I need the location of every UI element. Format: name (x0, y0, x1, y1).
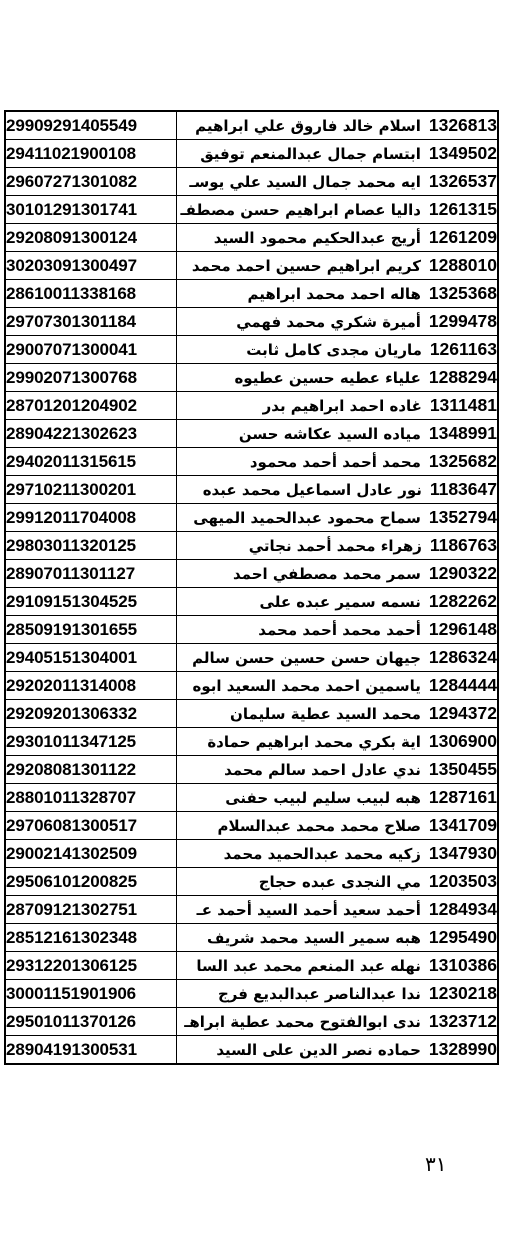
employee-code: 1350455 (428, 759, 497, 779)
person-name: غاده احمد ابراهيم بدر (262, 397, 422, 415)
person-name: سمر محمد مصطفي احمد (232, 565, 421, 583)
employee-code: 1348991 (428, 423, 497, 443)
table-row (5, 364, 498, 392)
national-id-cell: 29208081301122 (5, 756, 177, 784)
person-name: زهراء محمد أحمد نجاتي (248, 537, 422, 555)
national-id-cell: 29710211300201 (5, 476, 177, 504)
national-id-cell: 29301011347125 (5, 728, 177, 756)
person-name: زكيه محمد عبدالحميد محمد (223, 845, 421, 863)
national-id-cell: 29909291405549 (5, 111, 177, 140)
national-id-cell: 29706081300517 (5, 812, 177, 840)
table-row (5, 224, 498, 252)
person-cell (177, 1008, 499, 1036)
person-cell (177, 504, 499, 532)
person-name: سماح محمود عبدالحميد الميهى (193, 509, 421, 527)
person-cell (177, 448, 499, 476)
person-cell (177, 728, 499, 756)
person-cell (177, 812, 499, 840)
person-name: صلاح محمد محمد عبدالسلام (217, 817, 421, 835)
national-id-cell: 28801011328707 (5, 784, 177, 812)
national-id-cell: 28610011338168 (5, 280, 177, 308)
person-name: محمد أحمد أحمد محمود (249, 453, 421, 471)
employee-code: 1295490 (428, 927, 497, 947)
person-name: ندا عبدالناصر عبدالبديع فرج (218, 985, 421, 1003)
national-id-cell: 28509191301655 (5, 616, 177, 644)
person-name: هبه سمير السيد محمد شريف (206, 929, 421, 947)
table-row (5, 1008, 498, 1036)
employee-code: 1326813 (428, 115, 497, 135)
table-row (5, 420, 498, 448)
person-cell (177, 532, 499, 560)
person-name: نور عادل اسماعيل محمد عبده (202, 481, 422, 499)
person-cell (177, 392, 499, 420)
person-cell (177, 336, 499, 364)
table-row (5, 196, 498, 224)
person-name: اية بكري محمد ابراهيم حمادة (207, 733, 421, 751)
table-row (5, 644, 498, 672)
employee-code: 1349502 (428, 143, 497, 163)
person-name: ماريان مجدى كامل ثابت (246, 341, 422, 359)
national-id-cell: 29007071300041 (5, 336, 177, 364)
person-cell (177, 560, 499, 588)
employee-code: 1325682 (428, 451, 497, 471)
person-cell (177, 364, 499, 392)
person-name: ياسمين احمد محمد السعيد ابوه (192, 677, 421, 695)
person-cell (177, 308, 499, 336)
person-cell (177, 476, 499, 504)
person-cell (177, 168, 499, 196)
person-name: داليا عصام ابراهيم حسن مصطفـ (180, 201, 421, 219)
national-id-cell: 30101291301741 (5, 196, 177, 224)
person-cell (177, 644, 499, 672)
person-cell (177, 672, 499, 700)
national-id-cell: 29208091300124 (5, 224, 177, 252)
national-id-cell: 29506101200825 (5, 868, 177, 896)
table-row (5, 672, 498, 700)
national-id-cell: 30001151901906 (5, 980, 177, 1008)
table-row (5, 140, 498, 168)
employee-code: 1341709 (428, 815, 497, 835)
employee-code: 1287161 (428, 787, 497, 807)
national-id-cell: 29803011320125 (5, 532, 177, 560)
table-row (5, 784, 498, 812)
national-id-cell: 29402011315615 (5, 448, 177, 476)
person-cell (177, 1036, 499, 1065)
person-cell (177, 140, 499, 168)
person-cell (177, 196, 499, 224)
employee-code: 1296148 (428, 619, 497, 639)
person-name: كريم ابراهيم حسين احمد محمد (191, 257, 421, 275)
employee-code: 1288010 (428, 255, 497, 275)
table-row (5, 616, 498, 644)
table-row (5, 476, 498, 504)
national-id-cell: 29912011704008 (5, 504, 177, 532)
national-id-cell: 28904191300531 (5, 1036, 177, 1065)
table-row (5, 252, 498, 280)
employee-code: 1323712 (428, 1011, 497, 1031)
employee-code: 1261163 (429, 339, 497, 359)
person-name: هبه لبيب سليم لبيب حفنى (225, 789, 421, 807)
person-cell (177, 280, 499, 308)
national-id-cell: 29109151304525 (5, 588, 177, 616)
person-name: محمد السيد عطية سليمان (230, 705, 421, 723)
person-cell (177, 952, 499, 980)
employee-code: 1186763 (429, 535, 497, 555)
person-name: مياده السيد عكاشه حسن (238, 425, 421, 443)
table-row (5, 504, 498, 532)
page-number: ٣١ (425, 1152, 447, 1176)
person-name: اسلام خالد فاروق علي ابراهيم (195, 117, 421, 135)
table-row (5, 840, 498, 868)
roster-body (5, 111, 498, 1064)
national-id-cell: 29607271301082 (5, 168, 177, 196)
table-row (5, 700, 498, 728)
table-row (5, 168, 498, 196)
person-name: نسمه سمير عبده على (259, 593, 421, 611)
employee-code: 1310386 (428, 955, 497, 975)
table-row (5, 1036, 498, 1065)
table-row (5, 868, 498, 896)
person-cell (177, 588, 499, 616)
table-row (5, 896, 498, 924)
employee-code: 1203503 (428, 871, 497, 891)
employee-code: 1261315 (428, 199, 497, 219)
person-name: علياء عطيه حسين عطيوه (234, 369, 421, 387)
national-id-cell: 30203091300497 (5, 252, 177, 280)
employee-code: 1282262 (428, 591, 497, 611)
national-id-cell: 29002141302509 (5, 840, 177, 868)
person-name: ندى ابوالفتوح محمد عطية ابراهـ (184, 1013, 421, 1031)
employee-code: 1328990 (428, 1039, 497, 1059)
employee-code: 1286324 (428, 647, 497, 667)
person-cell (177, 420, 499, 448)
table-row (5, 280, 498, 308)
table-row (5, 812, 498, 840)
employee-code: 1306900 (428, 731, 497, 751)
national-id-cell: 28701201204902 (5, 392, 177, 420)
person-name: أحمد محمد أحمد محمد (258, 621, 421, 639)
employee-code: 1325368 (428, 283, 497, 303)
roster-table (4, 110, 499, 1065)
person-cell (177, 896, 499, 924)
employee-code: 1284444 (428, 675, 497, 695)
national-id-cell: 28709121302751 (5, 896, 177, 924)
person-cell (177, 924, 499, 952)
person-cell (177, 224, 499, 252)
person-cell (177, 252, 499, 280)
person-cell (177, 616, 499, 644)
table-row (5, 588, 498, 616)
person-name: ندي عادل احمد سالم محمد (224, 761, 421, 779)
employee-code: 1288294 (428, 367, 497, 387)
national-id-cell: 29312201306125 (5, 952, 177, 980)
table-row (5, 756, 498, 784)
employee-code: 1311481 (429, 395, 497, 415)
employee-code: 1261209 (428, 227, 497, 247)
national-id-cell: 28512161302348 (5, 924, 177, 952)
table-row (5, 532, 498, 560)
table-row (5, 952, 498, 980)
person-cell (177, 980, 499, 1008)
table-row (5, 448, 498, 476)
table-row (5, 924, 498, 952)
employee-code: 1326537 (428, 171, 497, 191)
national-id-cell: 29405151304001 (5, 644, 177, 672)
table-row (5, 308, 498, 336)
person-cell (177, 868, 499, 896)
person-name: هاله احمد محمد ابراهيم (247, 285, 421, 303)
employee-code: 1183647 (429, 479, 497, 499)
national-id-cell: 29209201306332 (5, 700, 177, 728)
person-name: ايه محمد جمال السيد علي يوسـ (189, 173, 421, 191)
person-name: ابتسام جمال عبدالمنعم توفيق (200, 145, 421, 163)
national-id-cell: 28907011301127 (5, 560, 177, 588)
employee-code: 1347930 (428, 843, 497, 863)
employee-code: 1299478 (428, 311, 497, 331)
employee-code: 1290322 (428, 563, 497, 583)
employee-code: 1230218 (428, 983, 497, 1003)
table-row (5, 392, 498, 420)
national-id-cell: 29411021900108 (5, 140, 177, 168)
employee-code: 1352794 (428, 507, 497, 527)
person-name: جيهان حسن حسين حسن سالم (192, 649, 421, 667)
person-name: نهله عبد المنعم محمد عبد السا (196, 957, 421, 975)
person-cell (177, 700, 499, 728)
table-row (5, 980, 498, 1008)
person-name: حماده نصر الدين على السيد (216, 1041, 421, 1059)
person-cell (177, 756, 499, 784)
table-row (5, 560, 498, 588)
table-row (5, 336, 498, 364)
person-name: أريج عبدالحكيم محمود السيد (213, 229, 421, 247)
employee-code: 1284934 (428, 899, 497, 919)
person-name: أميرة شكري محمد فهمي (236, 313, 421, 331)
national-id-cell: 29501011370126 (5, 1008, 177, 1036)
national-id-cell: 29902071300768 (5, 364, 177, 392)
person-cell (177, 784, 499, 812)
national-id-cell: 28904221302623 (5, 420, 177, 448)
national-id-cell: 29707301301184 (5, 308, 177, 336)
national-id-cell: 29202011314008 (5, 672, 177, 700)
person-cell (177, 111, 499, 140)
person-name: مي النجدى عبده حجاج (258, 873, 421, 891)
table-row (5, 728, 498, 756)
employee-code: 1294372 (428, 703, 497, 723)
person-cell (177, 840, 499, 868)
table-row (5, 111, 498, 140)
person-name: أحمد سعيد أحمد السيد أحمد عـ (196, 901, 421, 919)
